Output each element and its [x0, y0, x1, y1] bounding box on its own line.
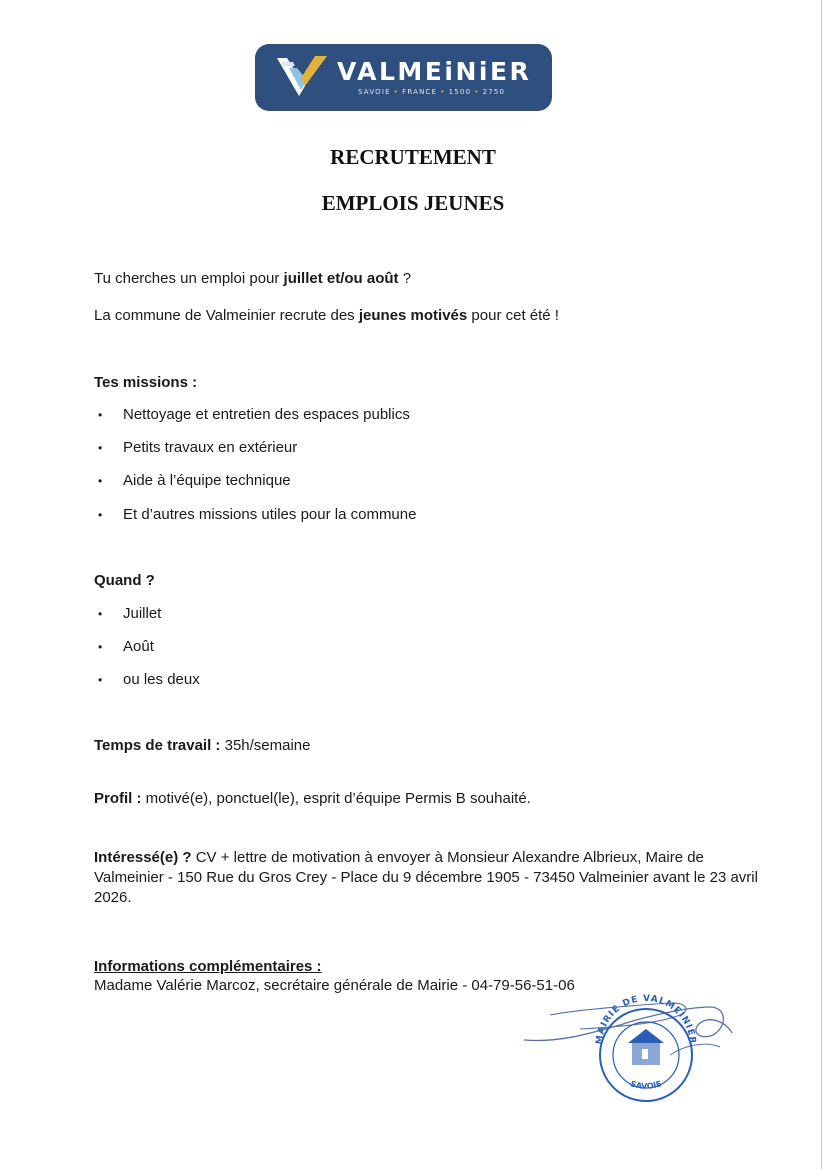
quand-item: Juillet: [123, 605, 162, 622]
bullet-icon: •: [98, 607, 103, 621]
logo-tagline: SAVOIE • FRANCE • 1500 • 2750: [358, 88, 506, 96]
page-edge-line: [821, 0, 822, 1169]
stamp-emblem-icon: [628, 1029, 664, 1065]
bullet-icon: •: [98, 408, 103, 422]
bullet-icon: •: [98, 441, 103, 455]
interesse-paragraph: Intéressé(e) ? CV + lettre de motivation à envoyer à Monsieur Alexandre Albrieux, Maire de Valmeinier - 150 Rue du Gros Crey - Place du 9 décembre 1905 - 73450 Valmeinier avant le 23 avril 2026.: [94, 849, 758, 906]
bullet-icon: •: [98, 474, 103, 488]
temps-de-travail: Temps de travail : 35h/semaine: [94, 737, 311, 754]
bullet-icon: •: [98, 640, 103, 654]
quand-item: Août: [123, 638, 154, 655]
quand-item: ou les deux: [123, 671, 200, 688]
mission-item: Petits travaux en extérieur: [123, 439, 298, 456]
intro-line-1: Tu cherches un emploi pour juillet et/ou août ?: [94, 270, 412, 287]
mission-item: Aide à l’équipe technique: [123, 472, 291, 489]
mairie-stamp: [520, 985, 750, 1105]
mission-item: Et d’autres missions utiles pour la commune: [123, 506, 417, 523]
v-mountain-icon: [275, 54, 331, 100]
svg-text:SAVOIE: [629, 1079, 662, 1091]
mission-item: Nettoyage et entretien des espaces publics: [123, 406, 410, 423]
bullet-icon: •: [98, 508, 103, 522]
page-subtitle: EMPLOIS JEUNES: [321, 191, 505, 215]
profil: Profil : motivé(e), ponctuel(le), esprit d’équipe Permis B souhaité.: [94, 790, 531, 807]
stamp-top-text: MAIRIE DE VALMEINIER: [594, 993, 698, 1046]
bullet-icon: •: [98, 673, 103, 687]
valmeinier-logo: [255, 44, 552, 111]
logo-wordmark: VALMEiNiER: [337, 57, 532, 86]
infos-heading: Informations complémentaires :: [94, 958, 322, 975]
infos-contact: Madame Valérie Marcoz, secrétaire générale de Mairie - 04-79-56-51-06: [94, 977, 575, 994]
page-title: RECRUTEMENT: [330, 145, 496, 169]
missions-heading: Tes missions :: [94, 374, 198, 391]
stamp-bottom-text: SAVOIE: [629, 1079, 663, 1091]
intro-line-2: La commune de Valmeinier recrute des jeunes motivés pour cet été !: [94, 307, 559, 324]
quand-heading: Quand ?: [94, 572, 155, 589]
